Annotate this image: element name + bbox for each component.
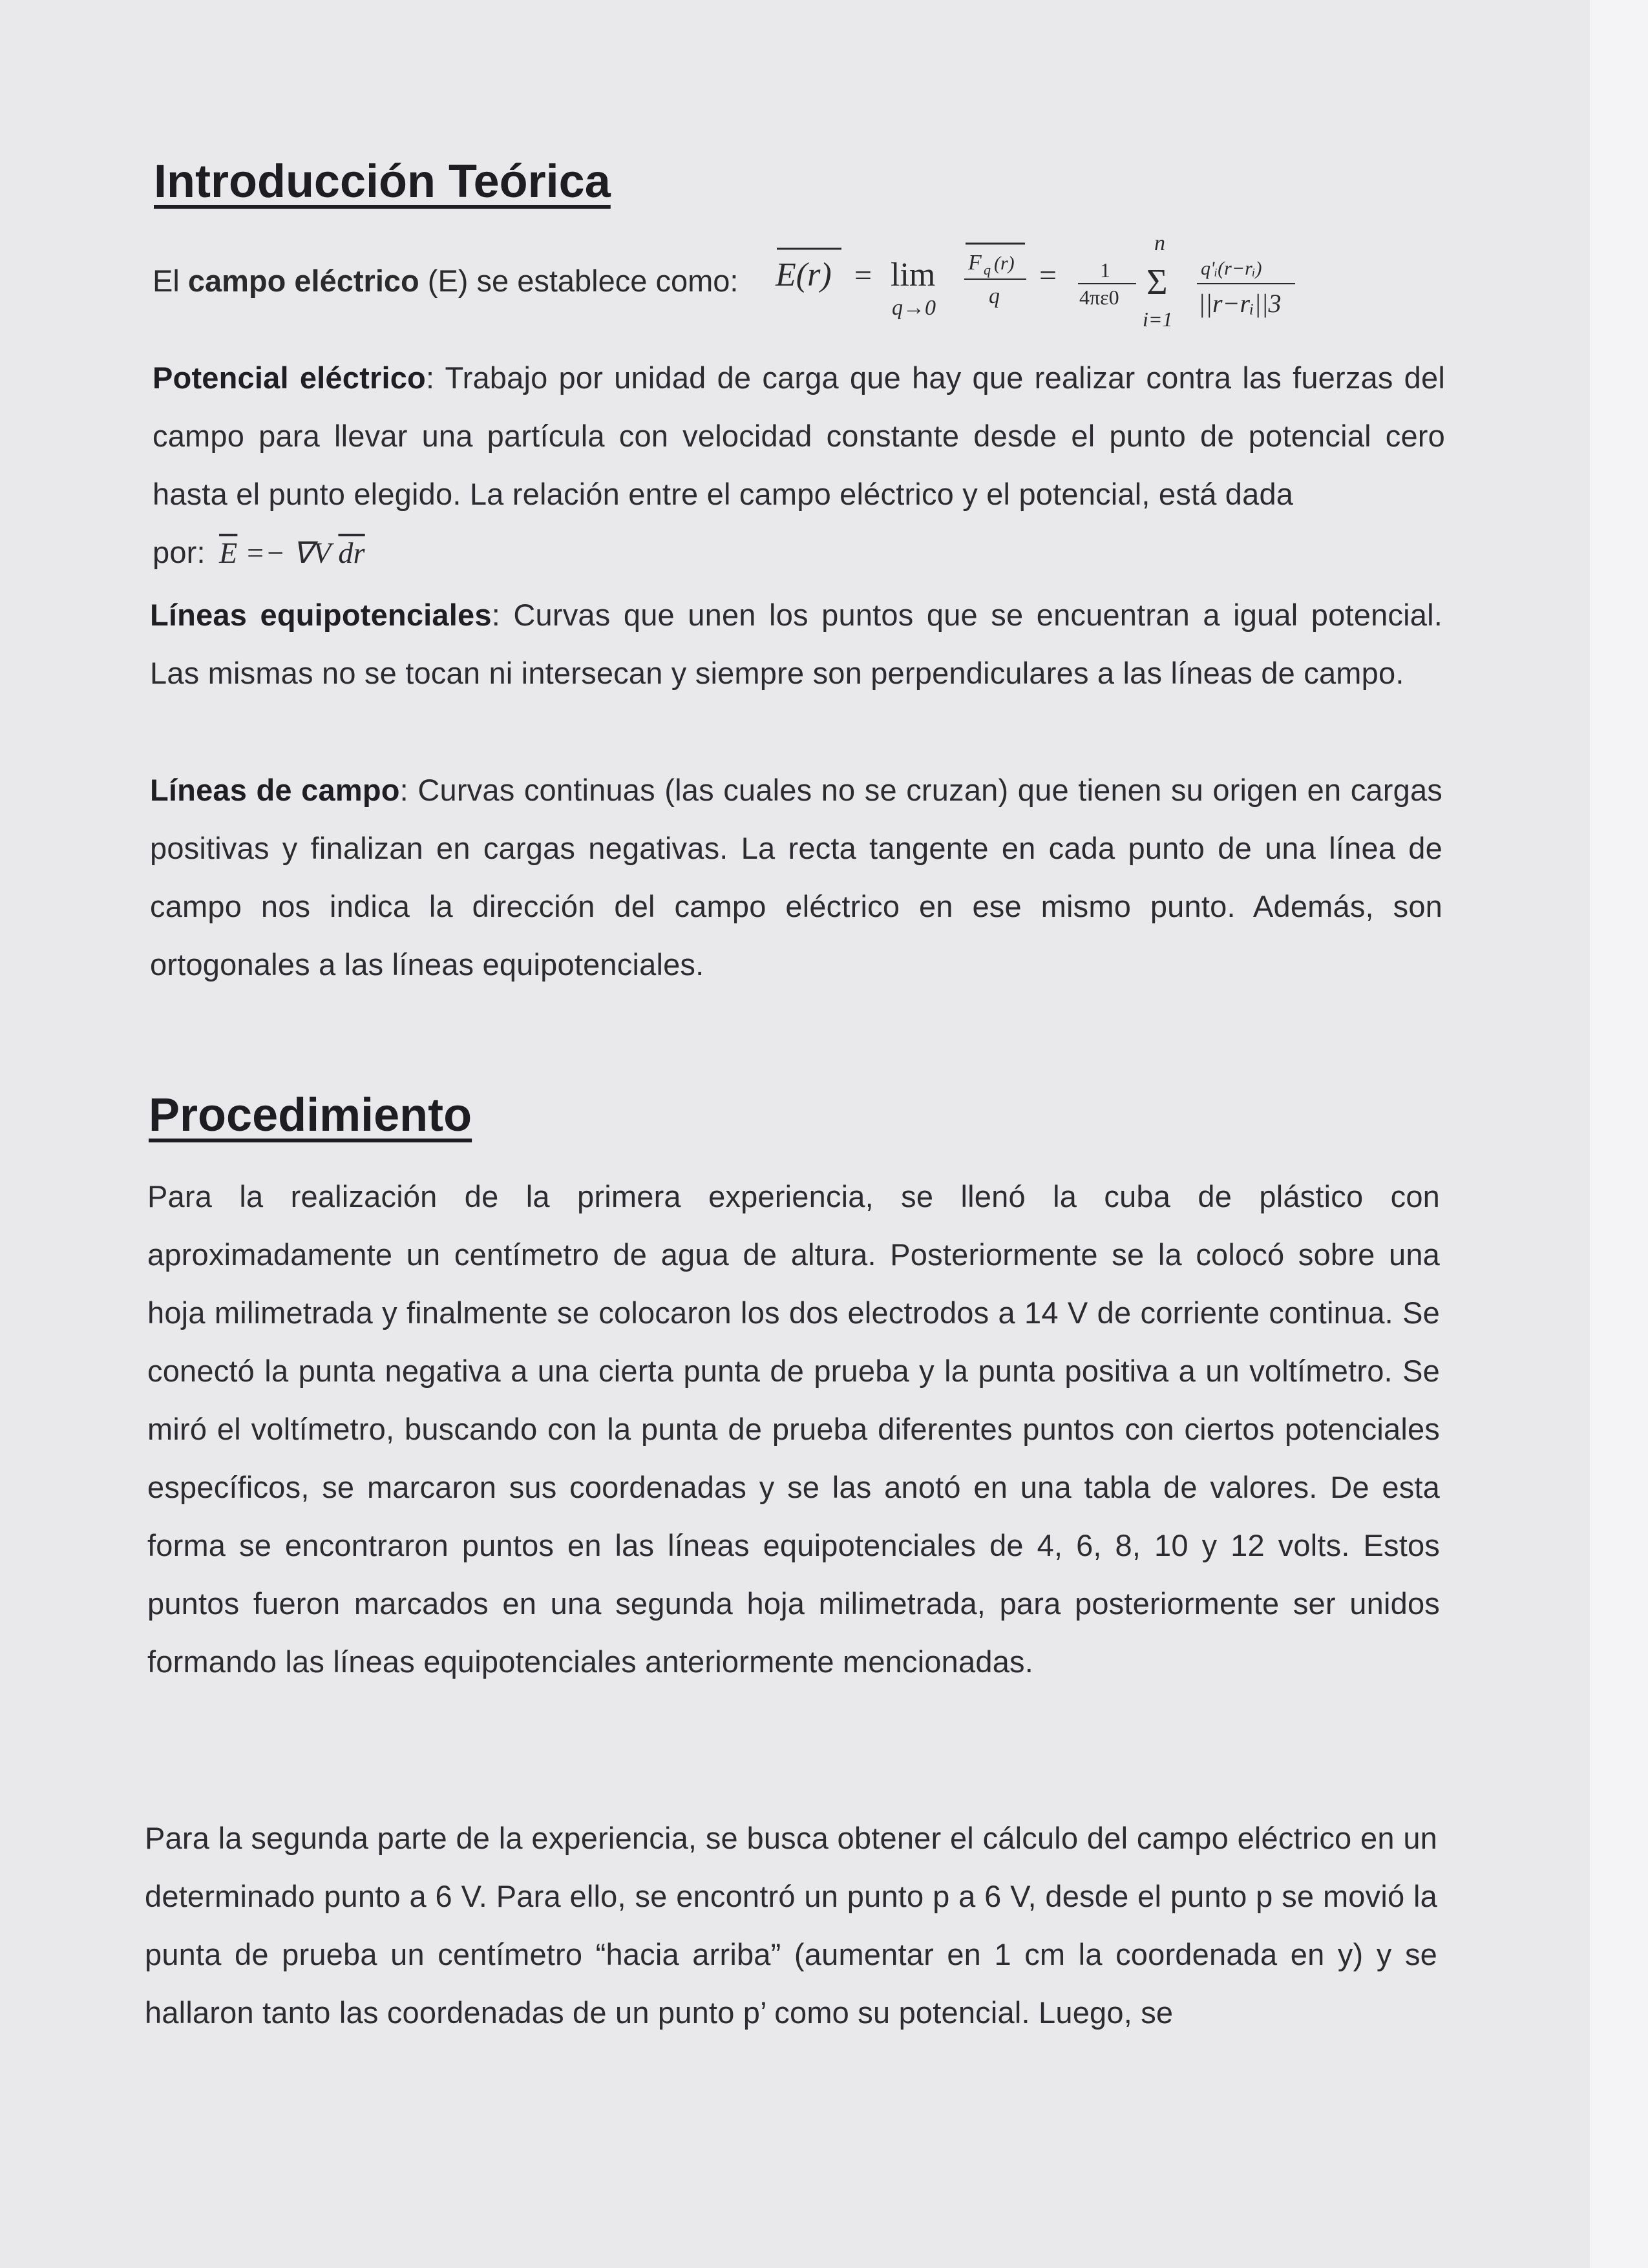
eq-sum-symbol: Σ: [1146, 262, 1168, 302]
eq-lhs: E(r): [776, 257, 832, 293]
equipotential-label: Líneas equipotenciales: [150, 598, 492, 632]
field-lines-paragraph: Líneas de campo: Curvas continuas (las cuales no se cruzan) que tienen su origen en cargas positivas y finalizan en cargas negativas. La recta tangente en cada punto de una línea de campo nos indica la dirección del campo eléctrico en ese mismo punto. Además, son ortogonales a las líneas equipotenciales.: [150, 773, 1442, 982]
field-definition-text: El campo eléctrico (E) se establece como:: [153, 264, 739, 298]
eq-frac1-num: F: [968, 251, 982, 275]
procedure-paragraph-2: Para la segunda parte de la experiencia, se busca obtener el cálculo del campo eléctrico en un determinado punto a 6 V. Para ello, se encontró un punto p a 6 V, desde el punto p se movió la punta de prueba un centímetro “hacia arriba” (aumentar en 1 cm la coordenada en y) y se hallaron tanto las coordenadas de un punto p’ como su potencial. Luego, se: [145, 1821, 1437, 2030]
potential-equation: $\overline{E} =- \nabla V$ $\overline{dr}$: [219, 536, 365, 569]
eq-sum-top: n: [1154, 231, 1165, 255]
eq-frac2-num: 1: [1100, 258, 1110, 282]
field-equation: [774, 229, 1433, 346]
field-label: campo eléctrico: [187, 264, 419, 298]
eq-frac1-num-sub: q: [984, 262, 991, 278]
potential-paragraph: Potencial eléctrico: Trabajo por unidad de carga que hay que realizar contra las fuerzas del campo para llevar una partícula con velocidad constante desde el punto de potencial cero hasta el punto elegido. La relación entre el campo eléctrico y el potencial, está dada: [153, 361, 1445, 511]
field-definition: [153, 229, 1445, 346]
eq-lim-sub: q→0: [892, 296, 936, 320]
potential-relation: por: $\overline{E} =- \nabla V$ $\overline{dr}$: [153, 535, 365, 569]
eq-equals-1: =: [854, 258, 872, 293]
field-lines-label: Líneas de campo: [150, 773, 400, 807]
procedure-paragraph-1: Para la realización de la primera experiencia, se llenó la cuba de plástico con aproximadamente un centímetro de agua de altura. Posteriormente se la colocó sobre una hoja milimetrada y finalmente se colocaron los dos electrodos a 14 V de corriente continua. Se conectó la punta negativa a una cierta punta de prueba y la punta positiva a un voltímetro. Se miró el voltímetro, buscando con la punta de prueba diferentes puntos con ciertos potenciales específicos, se marcaron sus coordenadas y se las anotó en una tabla de valores. De esta forma se encontraron puntos en las líneas equipotenciales de 4, 6, 8, 10 y 12 volts. Estos puntos fueron marcados en una segunda hoja milimetrada, para posteriormente ser unidos formando las líneas equipotenciales anteriormente mencionadas.: [147, 1179, 1440, 1679]
eq-frac2-den: 4πε0: [1079, 286, 1119, 309]
eq-frac3-num: q'ᵢ(r−rᵢ): [1201, 258, 1262, 279]
eq-frac1-num-tail: (r): [994, 253, 1015, 274]
equipotential-paragraph: Líneas equipotenciales: Curvas que unen los puntos que se encuentran a igual potencial. Las mismas no se tocan ni intersecan y siempre son perpendiculares a las líneas de campo.: [150, 598, 1442, 690]
potential-label: Potencial eléctrico: [153, 361, 426, 395]
procedure-heading: Procedimiento: [149, 1089, 472, 1141]
eq-lim: lim: [891, 257, 936, 293]
eq-frac3-den: ||r−rᵢ||3: [1198, 289, 1282, 318]
intro-heading: Introducción Teórica: [154, 156, 611, 207]
eq-equals-2: =: [1039, 258, 1057, 293]
eq-frac1-den: q: [989, 284, 1000, 308]
eq-sum-bottom: i=1: [1143, 308, 1173, 331]
scan-edge: [1590, 0, 1648, 2268]
